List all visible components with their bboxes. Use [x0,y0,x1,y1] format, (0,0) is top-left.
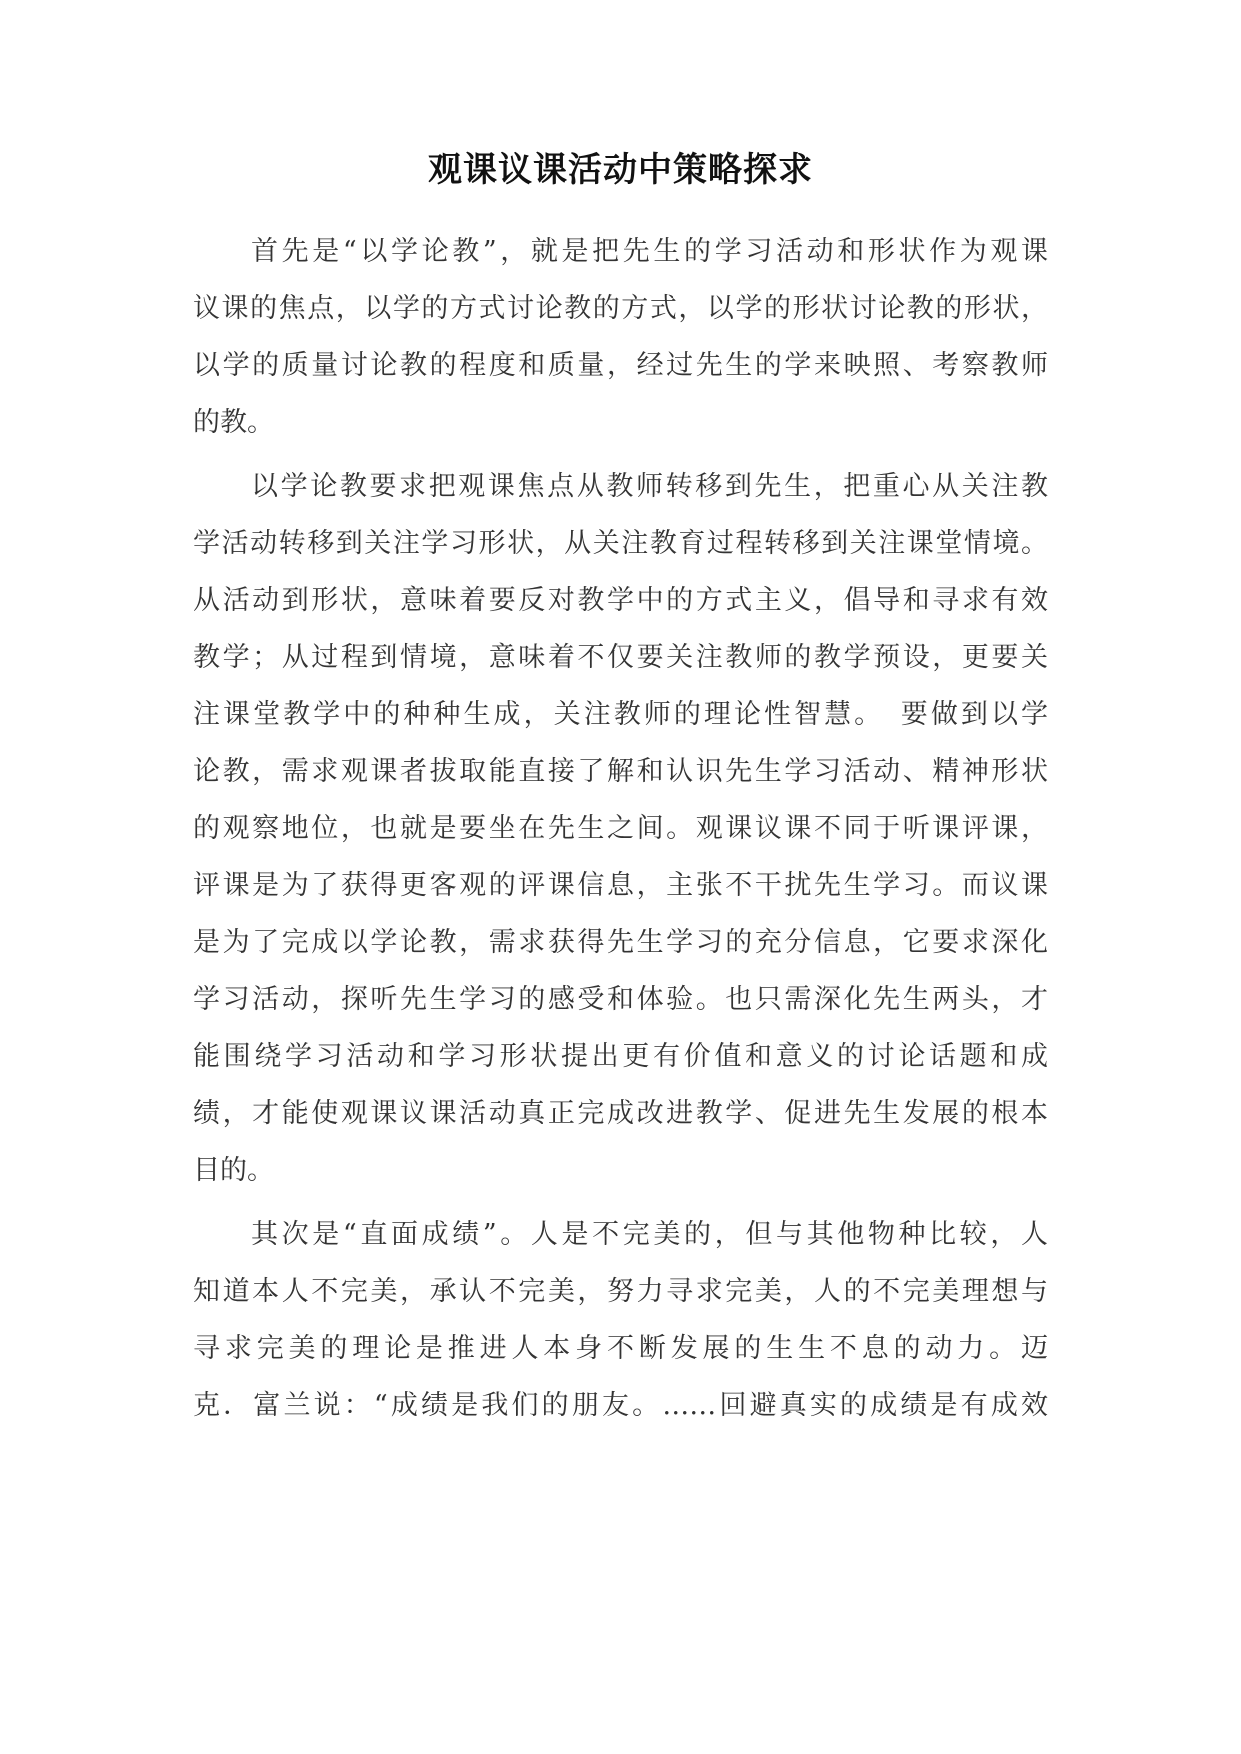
text-line: 注课堂教学中的种种生成，关注教师的理论性智慧。 要做到以学 [193,699,1048,730]
page-title: 观课议课活动中策略探求 [428,150,813,190]
text-line: 议课的焦点，以学的方式讨论教的方式，以学的形状讨论教的形状， [193,293,1048,324]
text-line: 其次是“直面成绩”。人是不完美的，但与其他物种比较，人 [251,1219,1048,1250]
text-line: 学习活动，探听先生学习的感受和体验。也只需深化先生两头，才 [193,984,1048,1015]
text-line: 教学；从过程到情境，意味着不仅要关注教师的教学预设，更要关 [193,642,1048,673]
text-line: 的教。 [193,407,274,438]
text-line: 从活动到形状，意味着要反对教学中的方式主义，倡导和寻求有效 [193,585,1048,616]
text-line: 目的。 [193,1155,274,1186]
text-line: 首先是“以学论教”，就是把先生的学习活动和形状作为观课 [251,236,1048,267]
text-line: 以学论教要求把观课焦点从教师转移到先生，把重心从关注教 [251,471,1048,502]
text-line: 知道本人不完美，承认不完美，努力寻求完美，人的不完美理想与 [193,1276,1048,1307]
text-line: 克．富兰说：“成绩是我们的朋友。……回避真实的成绩是有成效 [193,1390,1048,1421]
text-line: 论教，需求观课者拔取能直接了解和认识先生学习活动、精神形状 [193,756,1048,787]
text-line: 绩，才能使观课议课活动真正完成改进教学、促进先生发展的根本 [193,1098,1048,1129]
text-line: 寻求完美的理论是推进人本身不断发展的生生不息的动力。迈 [193,1333,1048,1364]
text-line: 能围绕学习活动和学习形状提出更有价值和意义的讨论话题和成 [193,1041,1048,1072]
text-line: 是为了完成以学论教，需求获得先生学习的充分信息，它要求深化 [193,927,1048,958]
text-line: 以学的质量讨论教的程度和质量，经过先生的学来映照、考察教师 [193,350,1048,381]
text-line: 评课是为了获得更客观的评课信息，主张不干扰先生学习。而议课 [193,870,1048,901]
text-line: 的观察地位，也就是要坐在先生之间。观课议课不同于听课评课， [193,813,1048,844]
text-line: 学活动转移到关注学习形状，从关注教育过程转移到关注课堂情境。 [193,528,1048,559]
